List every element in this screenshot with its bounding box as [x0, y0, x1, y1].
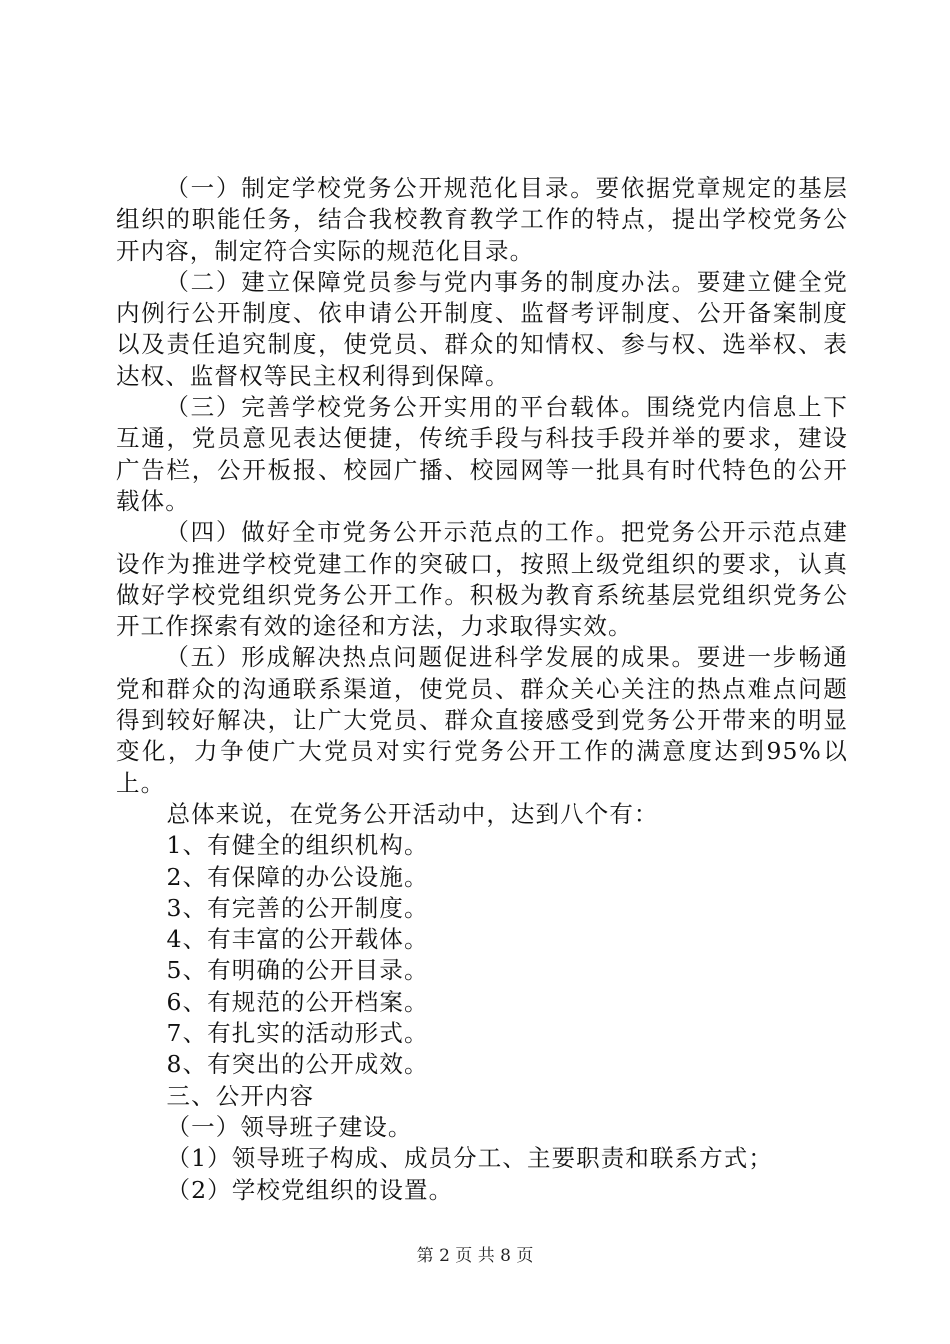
paragraph-2: （二）建立保障党员参与党内事务的制度办法。要建立健全党内例行公开制度、依申请公开制度、监督考评制度、公开备案制度以及责任追究制度，使党员、群众的知情权、参与权、选举权、表达权、监督权等民主权利得到保障。	[116, 267, 848, 390]
list-item: 1、有健全的组织机构。	[166, 831, 429, 860]
section-heading: 三、公开内容	[166, 1081, 315, 1110]
subsection-heading: （一）领导班子建设。	[166, 1112, 413, 1141]
paragraph-1: （一）制定学校党务公开规范化目录。要依据党章规定的基层组织的职能任务，结合我校教育教学工作的特点，提出学校党务公开内容，制定符合实际的规范化目录。	[116, 174, 848, 265]
paragraph-4: （四）做好全市党务公开示范点的工作。把党务公开示范点建设作为推进学校党建工作的突破口，按照上级党组织的要求，认真做好学校党组织党务公开工作。积极为教育系统基层党组织党务公开工作探索有效的途径和方法，力求取得实效。	[116, 518, 848, 641]
list-item: 8、有突出的公开成效。	[166, 1050, 429, 1079]
eight-items-list	[116, 830, 848, 1080]
paragraph-3: （三）完善学校党务公开实用的平台载体。围绕党内信息上下互通，党员意见表达便捷，传统手段与科技手段并举的要求，建设广告栏，公开板报、校园广播、校园网等一批具有时代特色的公开载体。	[116, 393, 848, 515]
list-item: 6、有规范的公开档案。	[166, 987, 429, 1016]
list-item: 2、有保障的办公设施。	[166, 862, 429, 891]
list-item: 3、有完善的公开制度。	[166, 893, 429, 922]
list-item: 5、有明确的公开目录。	[166, 956, 429, 985]
document-body	[116, 173, 848, 1206]
list-item: 4、有丰富的公开载体。	[166, 925, 429, 954]
sub-item: （2）学校党组织的设置。	[166, 1175, 454, 1204]
list-item: 7、有扎实的活动形式。	[166, 1019, 429, 1048]
summary-intro: 总体来说，在党务公开活动中，达到八个有：	[166, 799, 659, 828]
sub-item: （1）领导班子构成、成员分工、主要职责和联系方式；	[166, 1144, 773, 1173]
paragraph-5: （五）形成解决热点问题促进科学发展的成果。要进一步畅通党和群众的沟通联系渠道，使党员、群众关心关注的热点难点问题得到较好解决，让广大党员、群众直接感受到党务公开带来的明显变化，力争使广大党员对实行党务公开工作的满意度达到95%以上。	[116, 643, 848, 797]
page-number-footer: 第 2 页 共 8 页	[416, 1246, 534, 1266]
